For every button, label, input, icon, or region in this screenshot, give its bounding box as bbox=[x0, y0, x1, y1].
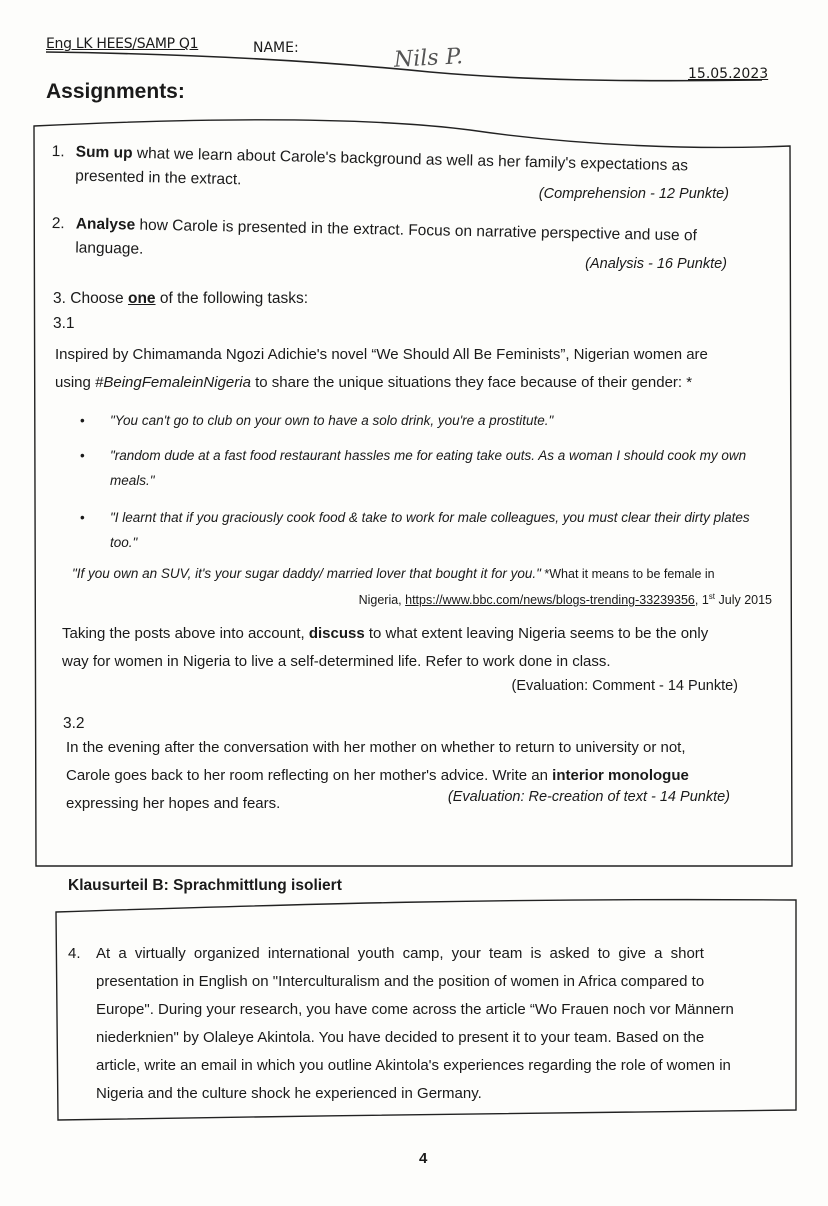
name-label: NAME: bbox=[253, 40, 299, 56]
quote-text: "If you own an SUV, it's your sugar daddy/ married lover that bought it for you." bbox=[72, 566, 541, 581]
task-number: 3. bbox=[53, 290, 66, 307]
page-number: 4 bbox=[419, 1150, 428, 1167]
task-text: Choose bbox=[70, 290, 128, 307]
bullet-icon: • bbox=[80, 510, 85, 525]
quote-text: "random dude at a fast food restaurant hassles me for eating take outs. As a woman I should cook my own meals." bbox=[110, 448, 747, 488]
subtask-3-1-label: 3.1 bbox=[53, 315, 75, 332]
subtask-3-1-intro bbox=[55, 341, 775, 397]
task-text: way for women in Nigeria to live a self-determined life. Refer to work done in class. bbox=[62, 653, 611, 670]
task-text: to what extent leaving Nigeria seems to be the only bbox=[364, 625, 709, 642]
student-name-handwritten: Nils P. bbox=[393, 44, 464, 73]
task-3-intro bbox=[53, 287, 308, 311]
subtask-3-2-points: (Evaluation: Re-creation of text - 14 Punkte) bbox=[447, 789, 730, 805]
task-text: At a virtually organized international youth camp, your team is asked to give a short bbox=[96, 945, 704, 962]
task-number: 4. bbox=[68, 945, 81, 962]
quote-text: "You can't go to club on your own to have a solo drink, you're a prostitute." bbox=[110, 413, 554, 428]
task-number: 2. bbox=[51, 214, 65, 233]
task-2 bbox=[51, 212, 752, 258]
subtask-3-1-task bbox=[62, 620, 782, 676]
course-code: Eng LK HEES/SAMP Q1 bbox=[46, 36, 199, 52]
task-text: how Carole is presented in the extract. Focus on narrative perspective and use of bbox=[135, 216, 698, 245]
task-text: Nigeria and the culture shock he experienced in Germany. bbox=[96, 1085, 482, 1102]
source-date-sup: st bbox=[708, 592, 716, 601]
source-date: , 1 bbox=[694, 593, 709, 608]
emphasis-interior-monologue: interior monologue bbox=[552, 767, 689, 784]
task-text: Carole goes back to her room reflecting on her mother's advice. Write an bbox=[66, 767, 553, 784]
task-text: Taking the posts above into account, bbox=[62, 625, 309, 642]
intro-line: Inspired by Chimamanda Ngozi Adichie's novel “We Should All Be Feminists”, Nigerian women are bbox=[55, 346, 708, 363]
source-link[interactable]: https://www.bbc.com/news/blogs-trending-33239356 bbox=[405, 593, 695, 608]
subtask-3-1-points: (Evaluation: Comment - 14 Punkte) bbox=[511, 678, 738, 694]
hashtag: #BeingFemaleinNigeria bbox=[95, 374, 251, 391]
task-verb: Sum up bbox=[75, 143, 133, 162]
task-text: presented in the extract. bbox=[74, 167, 242, 189]
task-text: what we learn about Carole's background as well as her family's expectations as bbox=[132, 144, 689, 175]
subtask-3-2-task bbox=[66, 734, 786, 818]
task-text: presentation in English on "Interculturalism and the position of women in Africa compared to bbox=[96, 973, 705, 990]
exam-date: 15.05.2023 bbox=[688, 66, 769, 82]
task-number: 1. bbox=[51, 142, 65, 161]
emphasis-one: one bbox=[127, 290, 156, 307]
task-verb: Analyse bbox=[75, 215, 136, 234]
source-text: Nigeria, bbox=[358, 593, 406, 608]
source-citation: *What it means to be female in bbox=[540, 567, 715, 581]
page-title: Assignments: bbox=[46, 80, 185, 103]
subtask-3-2-label: 3.2 bbox=[63, 715, 85, 732]
quote-last-line bbox=[72, 566, 772, 581]
intro-text: to share the unique situations they face because of their gender: * bbox=[250, 374, 693, 391]
task-1 bbox=[51, 140, 752, 189]
task-text: niederknien" by Olaleye Akintola. You have decided to present it to your team. Based on the bbox=[96, 1029, 705, 1046]
source-date: July 2015 bbox=[715, 593, 772, 608]
bullet-icon: • bbox=[80, 413, 85, 428]
task-text: language. bbox=[75, 239, 144, 258]
task-1-points: (Comprehension - 12 Punkte) bbox=[538, 186, 729, 202]
task-text: Europe". During your research, you have come across the article “Wo Frauen noch vor Männern bbox=[96, 1001, 734, 1018]
task-text: In the evening after the conversation with her mother on whether to return to university or not, bbox=[66, 739, 686, 756]
intro-text: using bbox=[55, 374, 96, 391]
task-text: article, write an email in which you outline Akintola's experiences regarding the role of women in bbox=[96, 1057, 731, 1074]
task-2-points: (Analysis - 16 Punkte) bbox=[585, 256, 727, 272]
quote-text: "I learnt that if you graciously cook food & take to work for male colleagues, you must clear their dirty plates too." bbox=[110, 510, 750, 550]
task-text: expressing her hopes and fears. bbox=[66, 795, 281, 812]
bullet-icon: • bbox=[80, 448, 85, 463]
task-verb: discuss bbox=[308, 625, 365, 642]
section-b-heading: Klausurteil B: Sprachmittlung isoliert bbox=[68, 877, 342, 894]
source-line bbox=[336, 592, 772, 607]
task-text: of the following tasks: bbox=[155, 290, 309, 307]
